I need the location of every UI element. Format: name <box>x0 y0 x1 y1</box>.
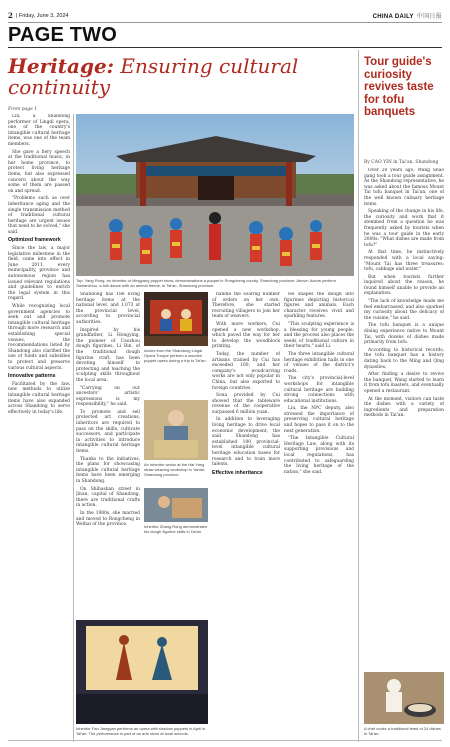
issue-date: | Friday, June 3, 2024 <box>15 12 69 19</box>
weaving-photo-caption: An inheritor works at the Hai Yang straw weaving workshop in Yantai, Shandong province. <box>144 462 205 477</box>
paragraph: In addition to leveraging living heritage to drive local economic development, the said Shandong has established 100 provincial-level intangible cultural heritage education bases for research and to train more talents. <box>212 417 280 468</box>
puppet-opera-illustration <box>144 292 208 346</box>
paragraph: "This sculpting experience is a blessing for young people, and the process also places the seeds of traditional culture in their hearts," said Li. <box>284 321 354 350</box>
paragraph: In the 1980s, she married and moved to Rongcheng in Weihai of the province. <box>76 510 140 528</box>
paragraph: After finding a desire to revive the banquet, Wang started to learn it from tofu masters, and eventually opened a restaurant. <box>364 372 444 394</box>
straw-weaving-photo <box>144 400 208 460</box>
paragraph: Facilitated by the law, new methods to utilize intangible cultural heritage items have also expanded across Shandong to serve effectively in today's life. <box>8 381 70 415</box>
paragraph: The three intangible cultural heritage exhibition halls in one of venues of the district's roads. <box>284 351 354 374</box>
paragraph: Today, the number of artisans trained by Cui has exceeded 100, and her company's woodcarving works are not only popular in China, but also exported to foreign countries. <box>212 351 280 391</box>
paragraph: According to historical records, the tofu banquet has a history dating back to the Ming and Qing dynasties. <box>364 347 444 370</box>
paragraph: Liu, the NPC deputy, also stressed the importance of preserving cultural heritage and hopes to pass it on to the next generation. <box>284 406 354 434</box>
page-number: 2 <box>8 11 13 20</box>
tofu-chef-illustration <box>364 672 444 724</box>
shadow-puppet-illustration <box>76 620 208 724</box>
paragraph: But when tourists further inquired about the reason, he found himself unable to provide an explanation. <box>364 274 444 297</box>
paragraph: The city's provincial-level workshops for intangible cultural heritage are building strong connections with educational institutions. <box>284 376 354 404</box>
column-divider <box>73 114 74 742</box>
page-header <box>8 9 442 23</box>
continuation-byline: From page 1 <box>8 107 38 112</box>
village-gate-illustration <box>76 114 354 276</box>
top-rule <box>8 47 442 48</box>
paragraph: With more workers, Cui opened a new workshop, which paved the way for her to develop the woodblock printing. <box>212 321 280 350</box>
shadow-photo-caption: Inheritor Fan Jiangyan performs an opera with shadow puppets in April in Tai'an. The performance is part of an arts show at local schools. <box>76 726 206 736</box>
straw-weaving-illustration <box>144 400 208 460</box>
paragraph: At that time, he instinctively responded with a local saying: "Mount Tai has three treasures: tofu, cabbage and water." <box>364 250 444 273</box>
paragraph: "The Intangible Cultural Heritage Law, along with its supporting provisions and local regulations, has contributed to safeguarding the living heritage of the nation," she said. <box>284 436 354 475</box>
paragraph: Speaking of the change in his life, the curiosity and work that it stemmed from a question he was frequently asked by tourists when he was a tour guide in the early 2000s: "What dishes are made from tofu?" <box>364 209 444 248</box>
paragraph: "Problems such as over inheritance aging and the single transmission method of traditional cultural heritage are urgent issues that need to be solved," she said. <box>8 196 70 235</box>
headline-keyword: Heritage: <box>8 54 115 78</box>
paragraph: He shapes the dough into figurines depicting historical figures and animals. Each character receives vivid and sparkling features. <box>284 292 354 320</box>
paragraph: On Shibashan street in Jinan, capital of Shandong, there are traditional crafts in action. <box>76 486 140 509</box>
shadow-puppet-photo <box>76 620 208 724</box>
footer-rule <box>8 740 442 741</box>
paragraph: The tofu banquet is a unique dining experience native to Mount Tai, with dozens of dishes made primarily from tofu. <box>364 323 444 346</box>
paragraph: Inspired by his grandfather, Li Hongying, the pioneer of Caozhou dough figurines, Li Bin, of the traditional dough figurine craft, has been devoting himself to protecting and teaching the sculpting skills throughout the local area. <box>76 327 140 383</box>
sidebar-article <box>364 168 444 668</box>
headline <box>8 56 348 98</box>
brand-name-cn: 中国日报 <box>416 14 442 20</box>
paragraph: "Carrying on our ancestors' artistic expressions is my responsibility," he said. <box>76 385 140 408</box>
article-column-4 <box>284 292 354 742</box>
subheading: Effective inheritance <box>212 469 263 476</box>
paragraph: Sona provided by Cui showed that the tableware revenue of the cooperative surpassed 6 million yuan. <box>212 393 280 415</box>
subheading: Optimized framework <box>8 237 61 244</box>
puppet-opera-photo <box>144 292 208 346</box>
sidebar-byline: By CAO YIN in Tai'an, Shandong <box>364 160 439 165</box>
paragraph: She gave a fiery speech at the traditional music, in her home province, to protect living heritage items, but also expressed concern about the way some of them are passed on and spread. <box>8 149 70 194</box>
puppet-photo-caption: Actors from the Shandong Lingdi Opera Troupe perform a wooden puppet opera during a trip to Tai'an. <box>144 348 207 363</box>
headline-rest: Ensuring cultural continuity <box>8 54 299 99</box>
subheading: Innovative patterns <box>8 373 56 380</box>
dough-photo-caption: Inheritor Zhang Rong demonstrates his dough figurine skills in Tai'an. <box>144 524 208 534</box>
paragraph: To promote and sell protected art creations, inheritors are required to pass on the skills, cultivate successors, and participate in activities to introduce intangible cultural heritage items. <box>76 409 140 455</box>
paragraph: At the moment, visitors can taste the dishes with a variety of ingredients and preparation methods in Tai'an. <box>364 396 444 419</box>
top-photo-caption: Top: Yang Rong, an inheritor of Mingyang puppet show, demonstrations a puppet in Rongcheng county, Shandong province. Above: Actors perform Sanlanzhuo, a folk dance with an animal theme, in Tai'an, Shandong province. <box>76 278 336 288</box>
paragraph: Lin, a Shandong performer of Lingdi opera, one of the country's intangible cultural heritage items, was one of the team members. <box>8 114 70 147</box>
paragraph: "The lack of knowledge made me feel embarrassed, and also sparked my curiosity about the delicacy of the cuisine," he said. <box>364 299 444 321</box>
sidebar-divider <box>358 50 359 742</box>
dough-figurine-illustration <box>144 488 208 522</box>
article-column-3 <box>212 292 280 742</box>
article-column-1 <box>8 114 70 742</box>
paragraph: While recognizing local government agencies to seek out and promote intangible cultural heritage through more research and establishing special venues, the recommendations listed by Shandong also clarified the use of funds and subsidies to protect and preserve various cultural aspects. <box>8 304 70 371</box>
paragraph: handle the soaring number of orders on her own. Therefore, she started recruiting villagers to join her team of weavers. <box>212 292 280 320</box>
paragraph: Over 20 years ago, Wang Shao gang took a tour guide assignment. As the Shandong representative, he was asked about the famous Mount Tai tofu banquet in Tai'an, one of the well known culinary heritage items. <box>364 168 444 207</box>
dough-figurine-photo <box>144 488 208 522</box>
paragraph: Thanks to the initiatives, the plans for showcasing intangible cultural heritage items have been emerging in Shandong. <box>76 456 140 484</box>
paragraph: Since the law, a major legislative milestone in the field, came into effect in June 2011, every municipality, province and autonomous region has issued relevant regulations and guidelines to enrich the legal system in this regard. <box>8 246 70 302</box>
tofu-photo-caption: A chef cooks a traditional feast of 24 dishes in Tai'an. <box>364 726 441 736</box>
paragraph: Shandong has 186 living heritage items at the national level, and 1,073 at the provincial level, according to provincial authorities. <box>76 292 140 325</box>
tofu-chef-photo <box>364 672 444 724</box>
sidebar-headline: Tour guide's curiosity revives taste for tofu banquets <box>364 56 434 118</box>
village-gate-photo <box>76 114 354 276</box>
section-title: PAGE TWO <box>8 24 118 46</box>
brand-name <box>373 11 442 20</box>
brand-name-en: CHINA DAILY <box>372 14 414 20</box>
